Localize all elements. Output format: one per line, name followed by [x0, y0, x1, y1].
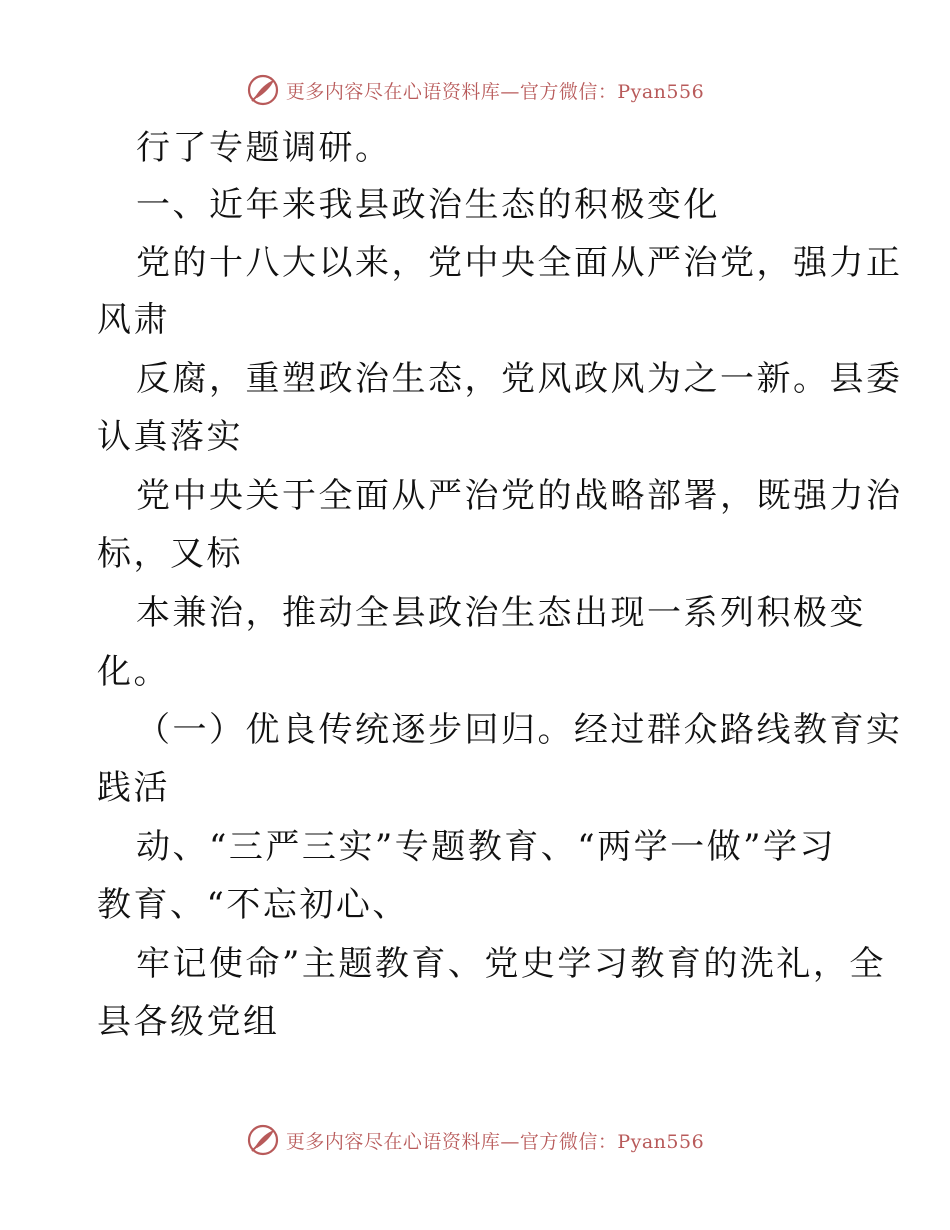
watermark-text: 更多内容尽在心语资料库—官方微信：Pyan556 — [285, 80, 705, 103]
paragraph-line: 党的十八大以来，党中央全面从严治党，强力正 — [136, 243, 903, 283]
paragraph-line: 动、“三严三实”专题教育、“两学一做”学习 — [136, 827, 837, 867]
paragraph-line: 党中央关于全面从严治党的战略部署，既强力治 — [136, 476, 903, 516]
footer-watermark — [0, 1120, 950, 1160]
paragraph-line: 风肃 — [97, 300, 170, 340]
paragraph-line: 教育、“不忘初心、 — [97, 885, 409, 925]
paragraph-line: 践活 — [97, 768, 170, 808]
paragraph-line: 化。 — [97, 652, 170, 692]
paragraph-line: 牢记使命”主题教育、党史学习教育的洗礼，全 — [136, 944, 886, 984]
subsection-heading: （一）优良传统逐步回归。经过群众路线教育实 — [136, 710, 903, 750]
paragraph-line: 标，又标 — [97, 534, 243, 574]
paragraph-line: 行了专题调研。 — [136, 128, 392, 168]
watermark-text: 更多内容尽在心语资料库—官方微信：Pyan556 — [285, 1130, 705, 1153]
paragraph-line: 反腐，重塑政治生态，党风政风为之一新。县委 — [136, 359, 903, 399]
paragraph-line: 本兼治，推动全县政治生态出现一系列积极变 — [136, 593, 866, 633]
feather-pen-logo-icon — [246, 1123, 280, 1157]
paragraph-line: 认真落实 — [97, 417, 243, 457]
paragraph-line: 县各级党组 — [97, 1002, 280, 1042]
section-heading: 一、近年来我县政治生态的积极变化 — [136, 185, 720, 225]
